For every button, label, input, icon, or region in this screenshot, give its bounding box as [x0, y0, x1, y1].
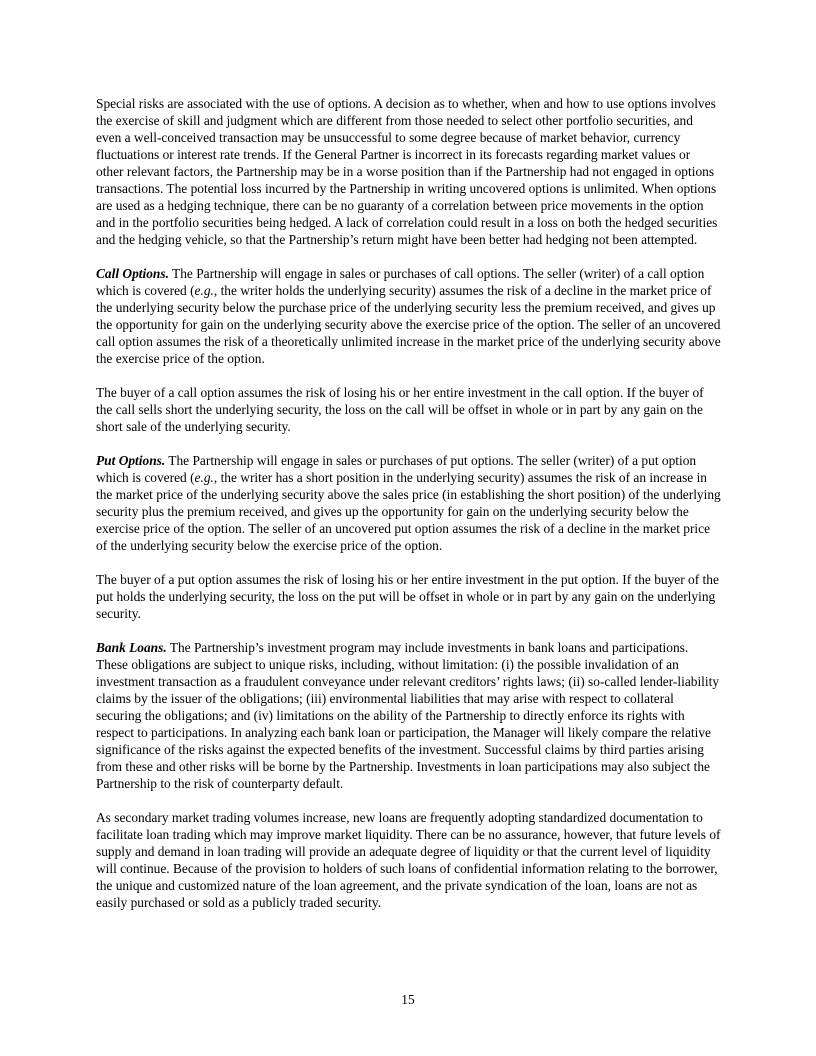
paragraph-text: The buyer of a call option assumes the risk of losing his or her entire investment in the call option. If the buyer of the call sells short the underlying security, the loss on the call will be offset in whole or in part by any gain on the short sale of the underlying security. — [96, 385, 704, 434]
put-buyer-paragraph — [96, 571, 721, 622]
paragraph-text: , the writer has a short position in the underlying security) assumes the risk of an increase in the market price of the underlying security above the sales price (in establishing the short position) of the underlying security plus the premium received, and gives up the opportunity for gain on the underlying security below the exercise price of the option. The seller of an uncovered put option assumes the risk of a decline in the market price of the underlying security below the exercise price of the option. — [96, 470, 721, 553]
bank-loans-heading: Bank Loans. — [96, 640, 167, 655]
secondary-market-paragraph — [96, 809, 721, 911]
paragraph-text: The buyer of a put option assumes the risk of losing his or her entire investment in the put option. If the buyer of the put holds the underlying security, the loss on the put will be offset in whole or in part by any gain on the underlying security. — [96, 572, 719, 621]
call-options-paragraph — [96, 265, 721, 367]
paragraph-text: The Partnership will engage in sales or purchases of put options. The seller (writer) of a put option which is covered ( — [96, 453, 697, 485]
options-risk-paragraph — [96, 95, 721, 248]
paragraph-text: As secondary market trading volumes increase, new loans are frequently adopting standardized documentation to facilitate loan trading which may improve market liquidity. There can be no assurance, however, that future levels of supply and demand in loan trading will provide an adequate degree of liquidity or that the current level of liquidity will continue. Because of the provision to holders of such loans of confidential information relating to the borrower, the unique and customized nature of the loan agreement, and the private syndication of the loan, loans are not as easily purchased or sold as a publicly traded security. — [96, 810, 721, 910]
paragraph-text: The Partnership’s investment program may include investments in bank loans and participations. These obligations are subject to unique risks, including, without limitation: (i) the possible invalidation of an investment transaction as a fraudulent conveyance under relevant creditors’ rights laws; (ii) so-called lender-liability claims by the issuer of the obligations; (iii) environmental liabilities that may arise with respect to collateral securing the obligations; and (iv) limitations on the ability of the Partnership to directly enforce its rights with respect to participations. In analyzing each bank loan or participation, the Manager will likely compare the relative significance of the risks against the expected benefits of the investment. Successful claims by third parties arising from these and other risks will be borne by the Partnership. Investments in loan participations may also subject the Partnership to the risk of counterparty default. — [96, 640, 720, 791]
page-number: 15 — [401, 992, 415, 1007]
eg-abbreviation: e.g. — [194, 283, 214, 298]
document-body — [96, 95, 721, 928]
call-buyer-paragraph — [96, 384, 721, 435]
eg-abbreviation: e.g. — [194, 470, 214, 485]
put-options-paragraph — [96, 452, 721, 554]
paragraph-text: The Partnership will engage in sales or purchases of call options. The seller (writer) of a call option which is covered ( — [96, 266, 705, 298]
call-options-heading: Call Options. — [96, 266, 169, 281]
bank-loans-paragraph — [96, 639, 721, 792]
put-options-heading: Put Options. — [96, 453, 166, 468]
paragraph-text: , the writer holds the underlying security) assumes the risk of a decline in the market price of the underlying security below the purchase price of the underlying security less the premium received, and gives up the opportunity for gain on the underlying security above the exercise price of the option. The seller of an uncovered call option assumes the risk of a theoretically unlimited increase in the market price of the underlying security above the exercise price of the option. — [96, 283, 721, 366]
paragraph-text: Special risks are associated with the use of options. A decision as to whether, when and how to use options involves the exercise of skill and judgment which are different from those needed to select other portfolio securities, and even a well-conceived transaction may be unsuccessful to some degree because of market behavior, currency fluctuations or interest rate trends. If the General Partner is incorrect in its forecasts regarding market values or other relevant factors, the Partnership may be in a worse position than if the Partnership had not engaged in options transactions. The potential loss incurred by the Partnership in writing uncovered options is unlimited. When options are used as a hedging technique, there can be no guaranty of a correlation between price movements in the option and in the portfolio securities being hedged. A lack of correlation could result in a loss on both the hedged securities and the hedging vehicle, so that the Partnership’s return might have been better had hedging not been attempted. — [96, 96, 718, 247]
